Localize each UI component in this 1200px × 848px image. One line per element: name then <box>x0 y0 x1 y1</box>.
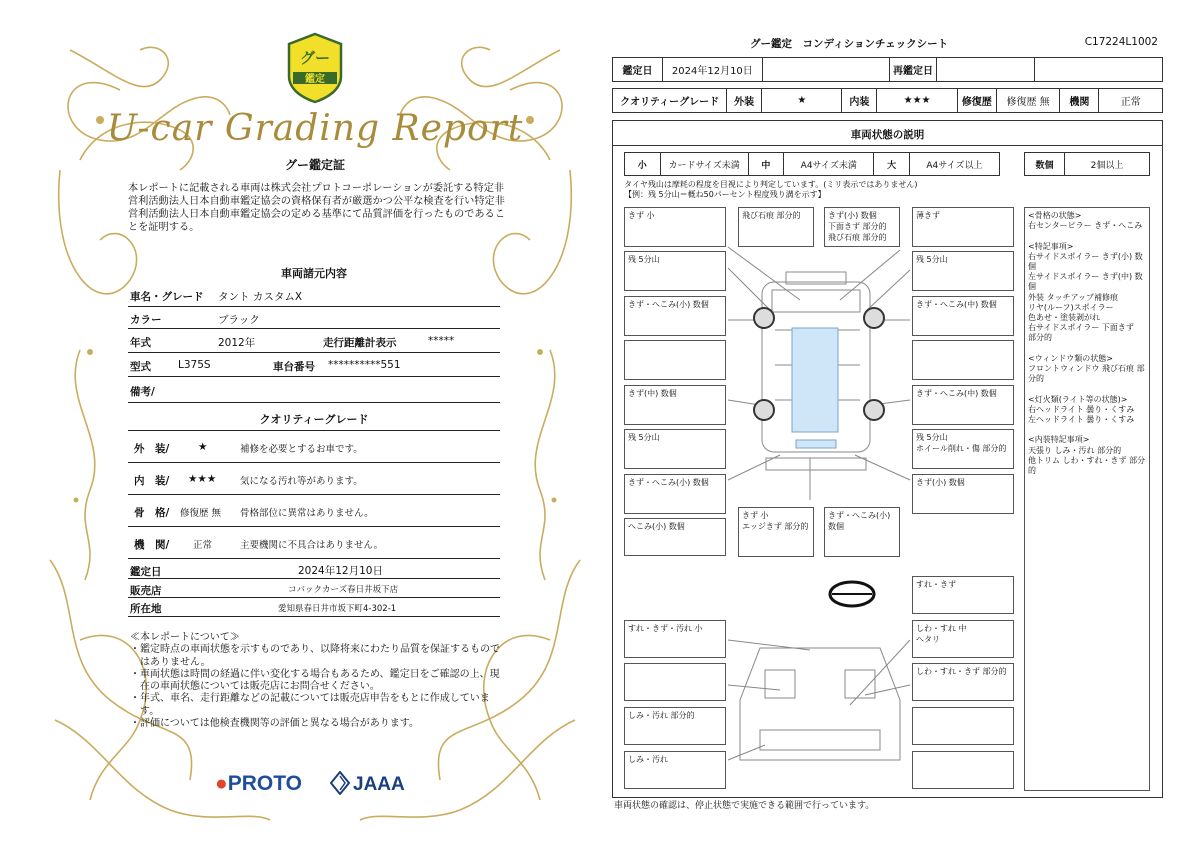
frame-value: 修復歴 無 <box>180 508 222 519</box>
engine-label: 機 関/ <box>134 539 170 551</box>
year-value: 2012年 <box>218 337 256 349</box>
shop-value: コバックカーズ春日井坂下店 <box>288 585 399 595</box>
car-cabin-glass <box>792 328 838 432</box>
frame-row <box>128 495 500 527</box>
color-value: ブラック <box>218 314 260 326</box>
year-row <box>128 329 500 353</box>
engine-label: 機関 <box>1060 89 1099 113</box>
condition-box-tire-rl: 残 5分山 <box>624 429 726 469</box>
condition-box-luggage <box>912 751 1014 789</box>
mileage-value: ***** <box>428 335 455 347</box>
tire-note-line-2: 【例：残 5分山＝概ね50パーセント程度残り溝を示す】 <box>624 190 826 199</box>
condition-box-right-door-rear: きず・へこみ(中) 数個 <box>912 385 1014 425</box>
badge-bottom-text: 鑑定 <box>305 74 325 85</box>
condition-box-front-center: きず(小) 数個 下面きず 部分的 飛び石痕 部分的 <box>824 207 900 247</box>
condition-box-right-quarter: きず(小) 数個 <box>912 474 1014 514</box>
frame-label: 骨 格/ <box>134 507 170 519</box>
condition-box-rear-left: へこみ(小) 数個 <box>624 518 726 556</box>
interior-desc: 気になる汚れ等があります。 <box>240 476 363 487</box>
badge-top-text: グー <box>299 49 331 67</box>
condition-box-driver-seat: しわ・すれ 中 ヘタリ <box>912 620 1014 658</box>
date-blank <box>762 58 889 82</box>
count-desc: 2個以上 <box>1065 153 1150 176</box>
quality-table <box>612 88 1163 113</box>
exterior-stars: ★ <box>198 441 208 453</box>
condition-box-right-fender: きず・へこみ(中) 数個 <box>912 296 1014 336</box>
size-mid-desc: A4サイズ未満 <box>784 153 874 176</box>
exterior-label: 外装 <box>727 89 762 113</box>
condition-box-left-quarter: きず・へこみ(小) 数個 <box>624 474 726 514</box>
quality-title-row <box>128 403 500 431</box>
condition-box-tire-fl: 残 5分山 <box>624 251 726 291</box>
desc-divider <box>613 145 1162 146</box>
script-title: U-car Grading Report <box>106 108 524 149</box>
exterior-row <box>128 431 500 463</box>
spec-title: 車両諸元内容 <box>281 267 347 280</box>
reinspect-label: 再鑑定日 <box>889 58 937 82</box>
condition-box-rear-seat: しみ・汚れ <box>624 751 726 789</box>
rear-window <box>796 440 836 448</box>
condition-box-right-door-front <box>912 340 1014 380</box>
condition-box-rear-center-left: きず 小 エッジきず 部分的 <box>738 507 814 557</box>
jaaa-logo-mark <box>330 771 350 795</box>
size-small: 小 <box>625 153 661 176</box>
proto-logo: ●PROTO <box>215 772 302 795</box>
condition-box-left-trim: しみ・汚れ 部分的 <box>624 707 726 745</box>
shop-label: 販売店 <box>130 585 162 597</box>
rear-left-tire <box>754 400 774 420</box>
exterior-label: 外 装/ <box>134 443 170 455</box>
condition-box-steering: すれ・きず <box>912 576 1014 614</box>
exterior-desc: 補修を必要とするお車です。 <box>240 444 363 455</box>
size-mid: 中 <box>748 153 784 176</box>
condition-box-passenger-seat <box>624 663 726 701</box>
remarks-label: 備考/ <box>130 386 155 398</box>
special-notes-panel: <骨格の状態> 右センターピラー きず・へこみ <特記事項> 右サイドスポイラー きず(小) 数個 左サイドスポイラー きず(中) 数個 外装 タッチアップ補修痕 リヤ(ルーフ)スポイラー 色あせ・塗装剥がれ 右サイドスポイラー 下面きず 部分的 <ウィンドウ類の状態> フロントウィンドウ 飛び石痕 部分的 <灯火類(ライト等の状態)> 右ヘッドライト 曇り・くすみ 左ヘッドライト 曇り・くすみ <内装特記事項> 天張り しみ・汚れ 部分的 他トリム しわ・すれ・きず 部分的 <box>1024 207 1150 791</box>
date-value: 2024年12月10日 <box>298 565 383 577</box>
size-large-desc: A4サイズ以上 <box>909 153 999 176</box>
repair-label: 修復歴 <box>957 89 996 113</box>
count-label: 数個 <box>1025 153 1065 176</box>
check-sheet-title: グー鑑定 コンディションチェックシート <box>750 38 949 50</box>
footer-logos <box>215 768 455 798</box>
remarks-row <box>128 377 500 403</box>
reinspect-blank <box>1035 58 1163 82</box>
size-small-desc: カードサイズ未満 <box>660 153 748 176</box>
count-legend-table <box>1024 152 1150 176</box>
date-row <box>128 559 500 579</box>
notes-title: ≪本レポートについて≫ <box>130 632 240 643</box>
quality-label: クオリティーグレード <box>613 89 727 113</box>
engine-desc: 主要機関に不具合はありません。 <box>240 540 384 551</box>
condition-box-left-door-front <box>624 340 726 380</box>
rear-right-tire <box>864 400 884 420</box>
condition-box-front-left-center: 飛び石痕 部分的 <box>738 207 814 247</box>
spec-rows <box>128 283 500 617</box>
size-legend-table <box>624 152 1000 176</box>
shop-row <box>128 579 500 598</box>
chassis-label: 車台番号 <box>273 361 315 373</box>
size-large: 大 <box>874 153 910 176</box>
cert-title: グー鑑定証 <box>284 158 345 172</box>
condition-box-front-right: 薄きず <box>912 207 1014 247</box>
date-label: 鑑定日 <box>613 58 663 82</box>
address-value: 愛知県春日井市坂下町4-302-1 <box>278 604 397 614</box>
name-value: タント カスタムX <box>218 291 303 303</box>
condition-box-left-door-rear: きず(中) 数個 <box>624 385 726 425</box>
interior-outline <box>740 648 900 760</box>
interior-row <box>128 463 500 495</box>
exterior-value: ★ <box>762 89 842 113</box>
frame-desc: 骨格部位に異常はありません。 <box>240 508 374 519</box>
footer-note: 車両状態の確認は、停止状態で実施できる範囲で行っています。 <box>614 801 875 811</box>
note-item: ・車両状態は時間の経過に伴い変化する場合もあるため、鑑定日をご確認の上、現在の車両状態については販売店にお問合せください。 <box>130 668 500 693</box>
date-value: 2024年12月10日 <box>662 58 762 82</box>
model-row <box>128 353 500 377</box>
grading-certificate <box>40 20 590 830</box>
document-id: C17224L1002 <box>1084 36 1158 48</box>
model-label: 型式 <box>130 361 151 373</box>
car-front-outline <box>772 290 860 312</box>
tire-note-line-1: タイヤ残山は摩耗の程度を目視により判定しています。(ミリ表示ではありません) <box>624 180 918 189</box>
jaaa-logo: JAAA <box>353 774 405 795</box>
note-item: ・評価については他検査機関等の評価と異なる場合があります。 <box>130 718 419 730</box>
condition-box-dashboard: しわ・すれ・きず 部分的 <box>912 663 1014 701</box>
address-row <box>128 598 500 617</box>
engine-value: 正常 <box>1099 89 1163 113</box>
interior-label: 内 装/ <box>134 475 170 487</box>
front-right-tire <box>864 308 884 328</box>
engine-value: 正常 <box>193 540 213 551</box>
interior-stars: ★★★ <box>188 473 217 485</box>
condition-box-rear-center-right: きず・へこみ(小) 数個 <box>824 507 900 557</box>
name-row <box>128 283 500 307</box>
interior-label: 内装 <box>842 89 877 113</box>
model-value: L375S <box>178 359 211 371</box>
reinspect-value <box>937 58 1035 82</box>
quality-title: クオリティーグレード <box>259 413 369 426</box>
note-item: ・鑑定時点の車両状態を示すものであり、以降将来にわたり品質を保証するものではありません。 <box>130 644 500 668</box>
goo-kantei-badge <box>285 32 345 104</box>
name-label: 車名・グレード <box>130 291 204 303</box>
car-rear-bumper <box>766 458 866 470</box>
condition-box-front-left: きず 小 <box>624 207 726 247</box>
color-row <box>128 307 500 329</box>
desc-title: 車両状態の説明 <box>850 129 925 141</box>
front-left-tire <box>754 308 774 328</box>
condition-box-left-fender: きず・へこみ(小) 数個 <box>624 296 726 336</box>
tire-note <box>624 180 917 200</box>
engine-row <box>128 527 500 559</box>
report-notes <box>130 632 500 730</box>
condition-box-tire-fr: 残 5分山 <box>912 251 1014 291</box>
inspection-date-table <box>612 57 1163 82</box>
condition-box-tire-rr: 残 5分山 ホイール削れ・傷 部分的 <box>912 429 1014 469</box>
cert-body: 本レポートに記載される車両は株式会社プロトコーポレーションが委託する特定非営利活動法人日本自動車鑑定協会の資格保有者が厳選かつ公平な検査を行い特定非営利活動法人日本自動車鑑定協会の定める基準にて品質評価を行ったものであることを証明する。 <box>128 183 505 233</box>
address-label: 所在地 <box>130 603 162 615</box>
color-label: カラー <box>130 314 162 326</box>
condition-box-right-trim <box>912 707 1014 745</box>
repair-value: 修復歴 無 <box>996 89 1059 113</box>
mileage-label: 走行距離計表示 <box>323 337 397 349</box>
year-label: 年式 <box>130 337 151 349</box>
date-label: 鑑定日 <box>130 566 162 578</box>
condition-box-ceiling: すれ・きず・汚れ 小 <box>624 620 726 658</box>
interior-value: ★★★ <box>877 89 957 113</box>
note-item: ・年式、車名、走行距離などの記載については販売店申告をもとに作成しています。 <box>130 693 490 717</box>
chassis-value: **********551 <box>328 359 401 371</box>
proto-logo-mark: ● <box>215 772 228 795</box>
